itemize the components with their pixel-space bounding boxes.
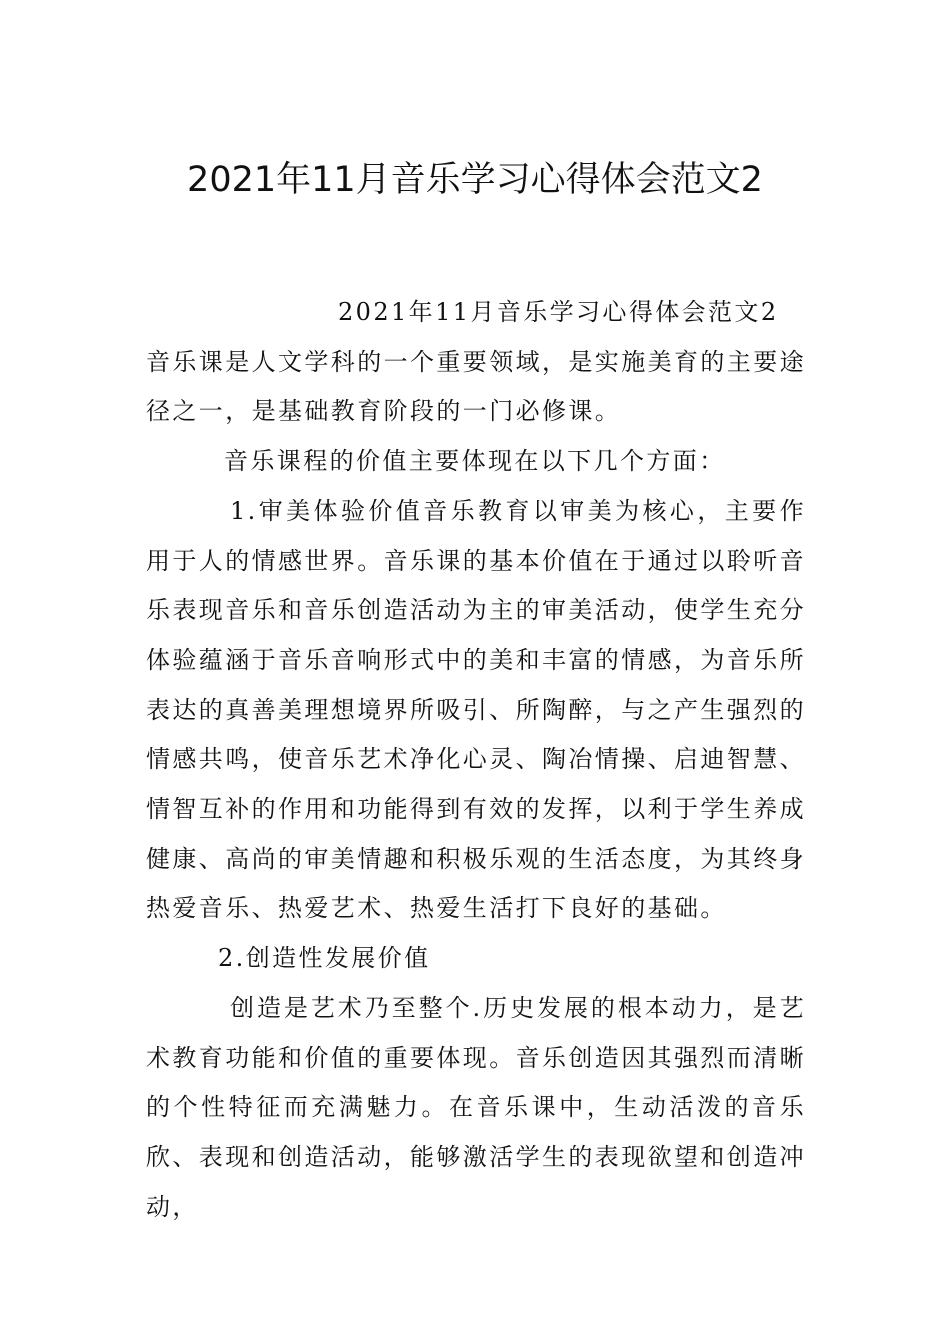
paragraph: 音乐课程的价值主要体现在以下几个方面： (224, 447, 726, 476)
document-title: 2021年11月音乐学习心得体会范文2 (187, 160, 763, 200)
paragraph: 创造是艺术乃至整个.历史发展的根本动力，是艺术教育功能和价值的重要体现。音乐创造因其强烈而清晰的个性特征而充满魅力。在音乐课中，生动活泼的音乐欣、表现和创造活动，能够激活学生的表现欲望和创造冲动， (146, 993, 806, 1221)
paragraph: 1.审美体验价值音乐教育以审美为核心，主要作用于人的情感世界。音乐课的基本价值在于通过以聆听音乐表现音乐和音乐创造活动为主的审美活动，使学生充分体验蕴涵于音乐音响形式中的美和丰富的情感，为音乐所表达的真善美理想境界所吸引、所陶醉，与之产生强烈的情感共鸣，使音乐艺术净化心灵、陶冶情操、启迪智慧、情智互补的作用和功能得到有效的发挥，以利于学生养成健康、高尚的审美情趣和积极乐观的生活态度，为其终身热爱音乐、热爱艺术、热爱生活打下良好的基础。 (146, 496, 806, 923)
paragraph: 2.创造性发展价值 (218, 944, 431, 973)
document-subtitle: 2021年11月音乐学习心得体会范文2 (338, 298, 779, 326)
paragraph: 音乐课是人文学科的一个重要领域，是实施美育的主要途径之一，是基础教育阶段的一门必修课。 (146, 347, 806, 426)
document-body (146, 288, 806, 1232)
